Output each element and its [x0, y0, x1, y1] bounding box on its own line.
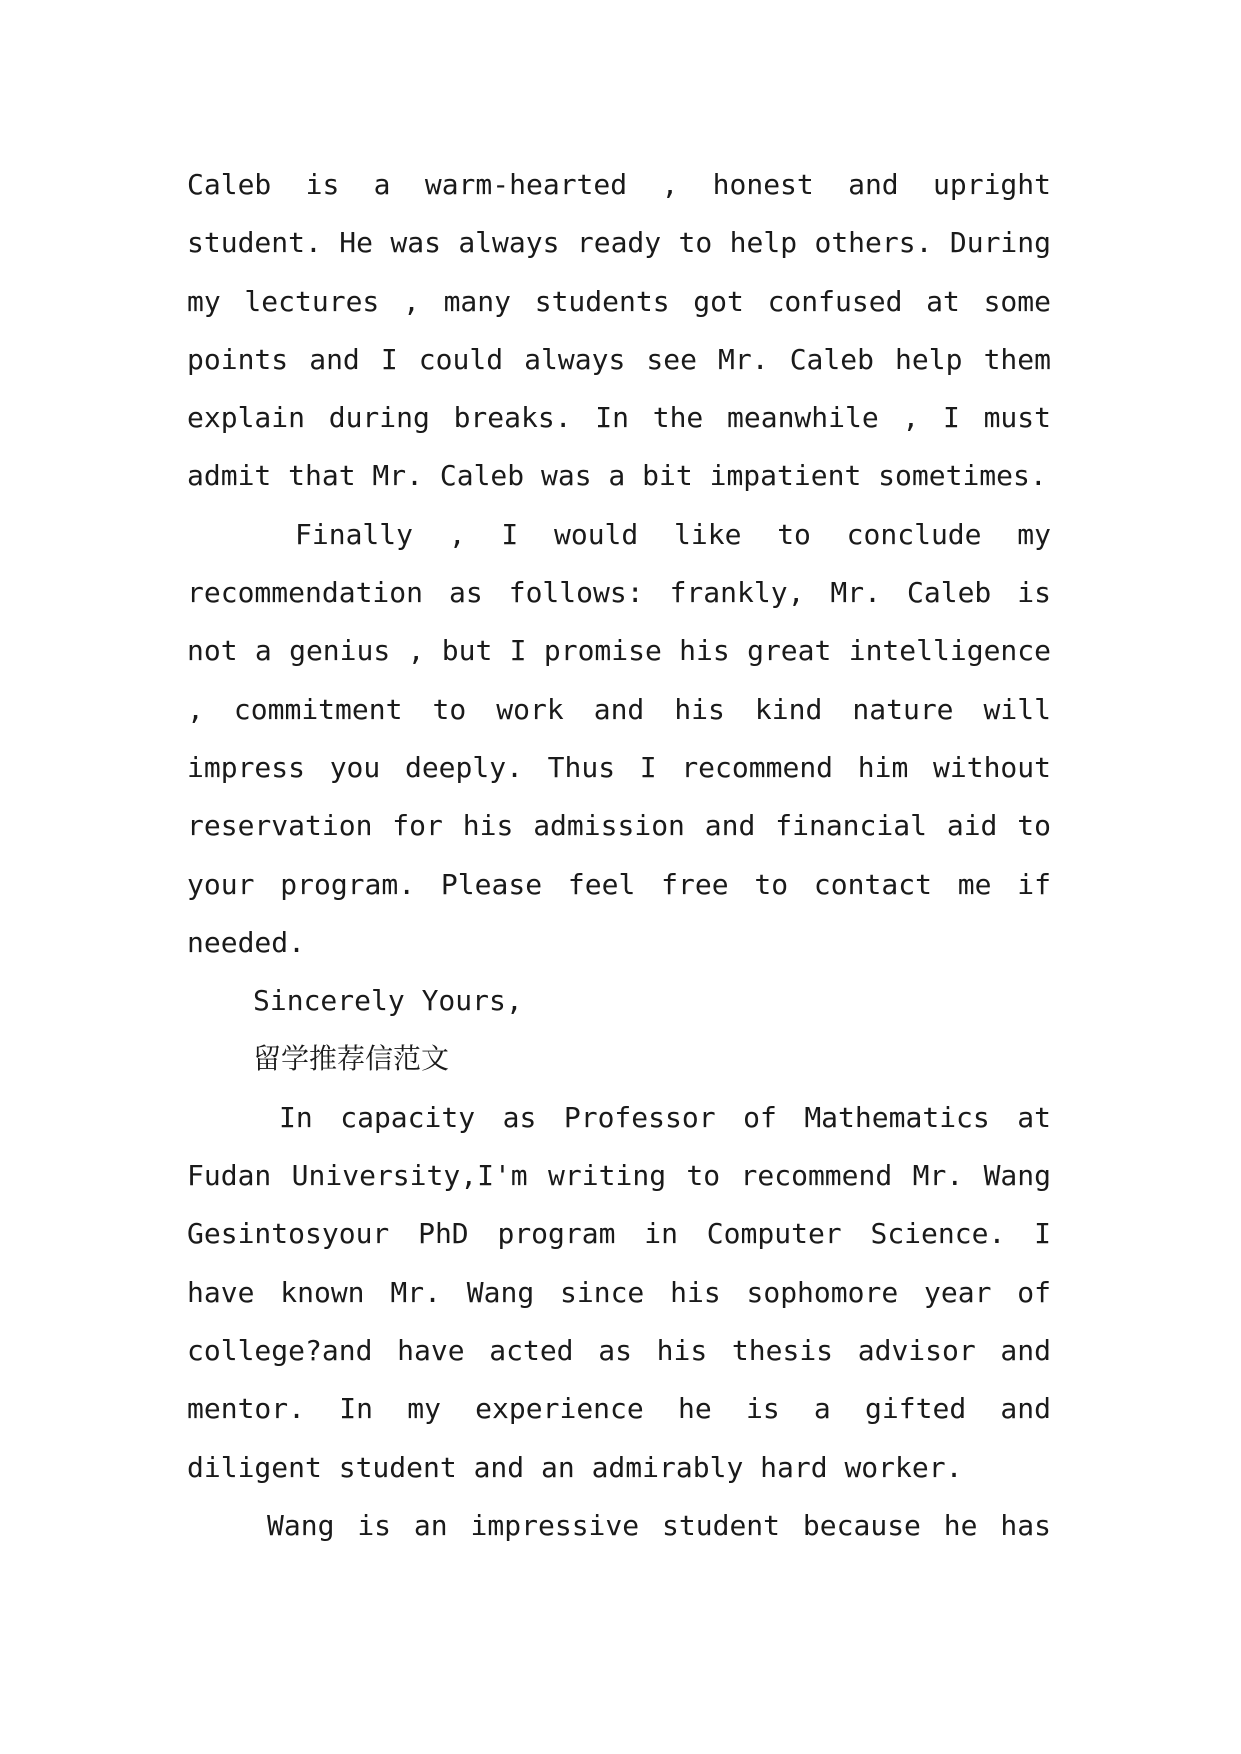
paragraph-introduction: In capacity as Professor of Mathematics at Fudan University,I'm writing to recommend Mr. Wang Gesintosyour PhD program in Computer Science. I have known Mr. Wang since his sophomore year of college?and have acted as his thesis advisor and mentor. In my experience he is a gifted and diligent student and an admirably hard worker.: [187, 1100, 1051, 1484]
paragraph-wang-start: Wang is an impressive student because he has: [267, 1508, 1051, 1542]
paragraph-caleb-character: Caleb is a warm-hearted , honest and upright student. He was always ready to help others. During my lectures , many students got confused at some points and I could always see Mr. Caleb help them explain during breaks. In the meanwhile , I must admit that Mr. Caleb was a bit impatient sometimes.: [187, 168, 1051, 493]
closing-salutation: Sincerely Yours,: [253, 984, 523, 1018]
paragraph-conclusion: Finally , I would like to conclude my recommendation as follows: frankly, Mr. Caleb is not a genius , but I promise his great intelligence , commitment to work and his kind nature will impress you deeply. Thus I recommend him without reservation for his admission and financial aid to your program. Please feel free to contact me if needed.: [187, 517, 1051, 959]
section-heading: 留学推荐信范文: [253, 1042, 450, 1076]
document-body: [187, 156, 1051, 1555]
